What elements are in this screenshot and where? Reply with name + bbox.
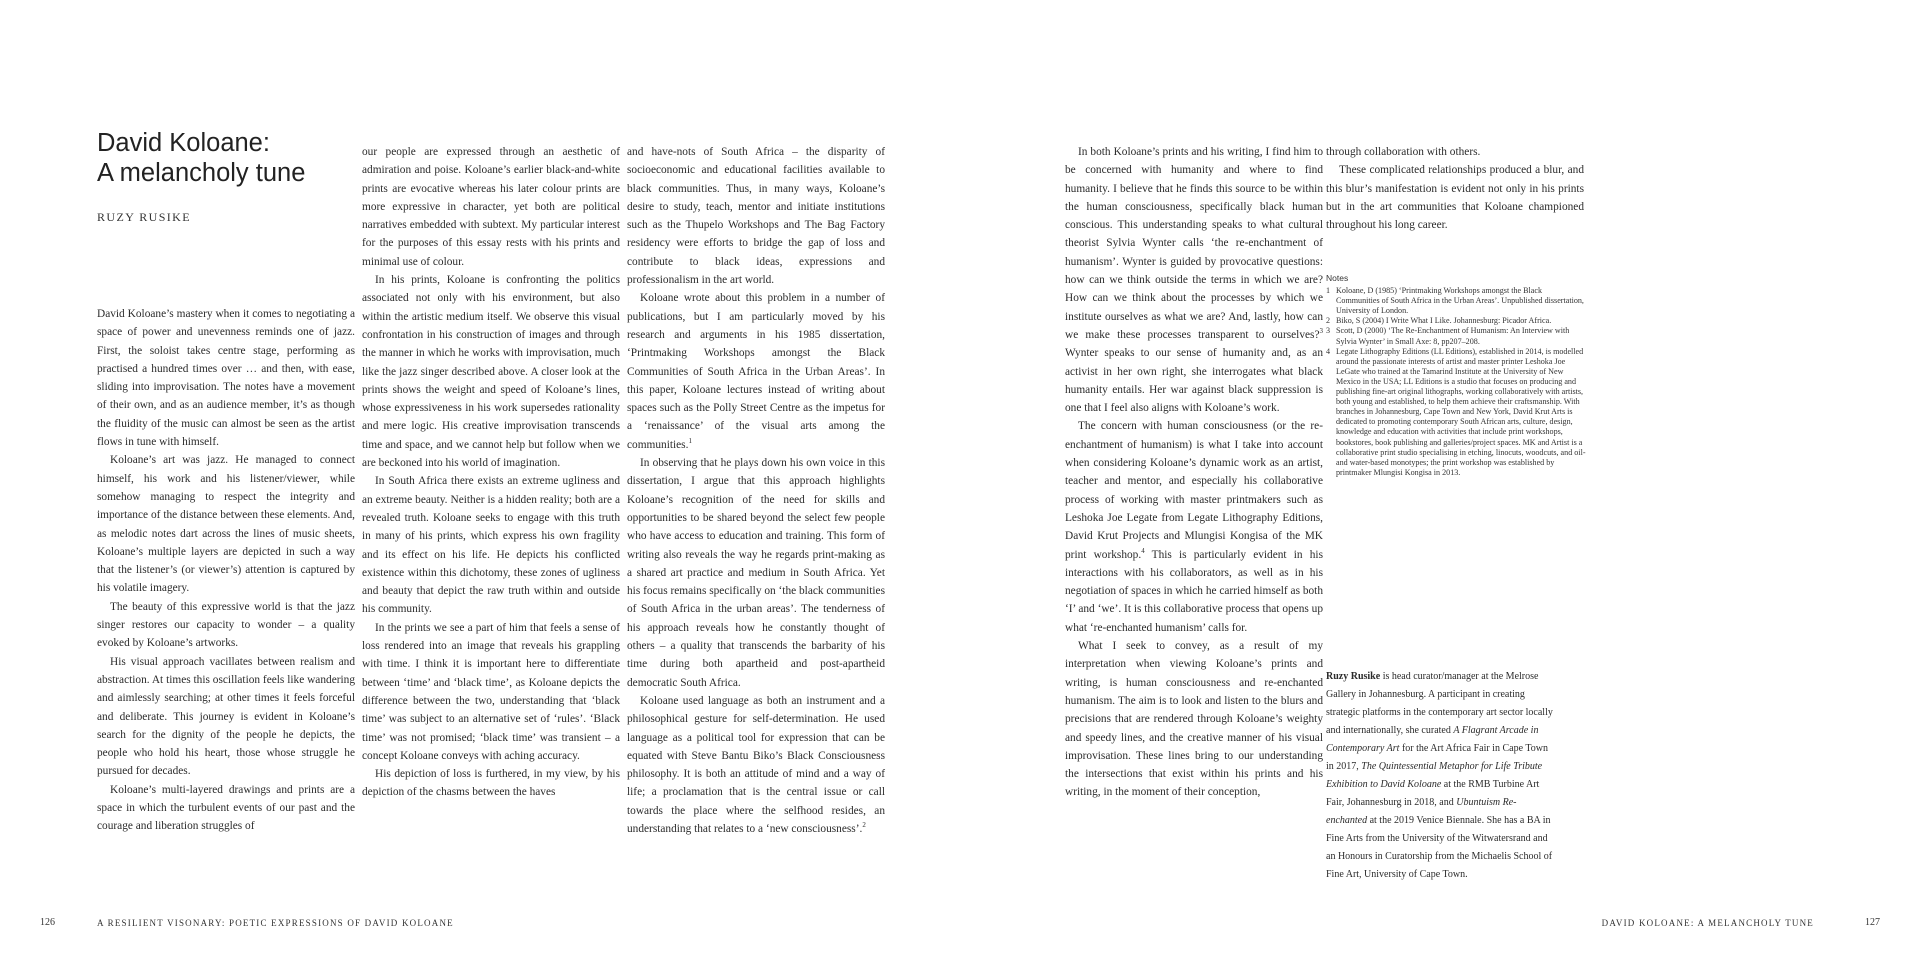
bio-text: at the RMB Turbine Art Fair, Johannesburg in 2018, and [1326,779,1540,808]
paragraph-text: Wynter speaks to our sense of humanity and, as an activist in her own right, she interrogates what black humanity entails. Her war against black suppression is one that I feel also aligns with Koloane’s work. [1065,347,1323,415]
footnote-ref-2[interactable]: 2 [862,821,866,830]
paragraph: Koloane’s multi-layered drawings and prints are a space in which the turbulent events of our past and the courage and liberation struggles of [97,783,355,833]
column-4 [1065,143,1323,802]
column-5 [1326,143,1584,234]
note-text: Biko, S (2004) I Write What I Like. Johannesburg: Picador Africa. [1336,316,1552,326]
bio-exhibition: Ubuntuism Re-enchanted [1326,797,1517,826]
paragraph: In his prints, Koloane is confronting the politics associated not only with his environment, but also within the artistic medium itself. We observe this visual confrontation in his construction of images and through the manner in which he works with improvisation, much like the jazz singer described above. A closer look at the prints shows the weight and speed of Koloane’s lines, whose expressiveness in his work supersedes rationality and mere logic. His creative improvisation transcends time and space, and we cannot help but follow when we are beckoned into his world of imagination. [362,274,620,470]
paragraph: our people are expressed through an aesthetic of admiration and poise. Koloane’s earlier black-and-white prints are evocative whereas his later colour prints are more expressive in character, yet both are political narratives embedded with subtext. My particular interest for the purposes of this essay rests with his prints and minimal use of colour. [362,146,620,268]
running-head-left: A RESILIENT VISONARY: POETIC EXPRESSIONS OF DAVID KOLOANE [97,918,454,928]
note-number: 1 [1326,286,1331,296]
paragraph: through collaboration with others. [1326,146,1481,158]
bio-exhibition: The Quintessential Metaphor for Life Tribute Exhibition to David Koloane [1326,761,1543,790]
column-3 [627,143,885,838]
bio-text: for the Art Africa Fair in Cape Town in 2017, [1326,743,1548,772]
paragraph [1065,143,1323,417]
running-head-right: DAVID KOLOANE: A MELANCHOLY TUNE [1601,918,1814,928]
paragraph: His visual approach vacillates between realism and abstraction. At times this oscillation feels like wandering and aimlessly searching; at other times it feels forceful and deliberate. This journey is evident in Koloane’s search for the dignity of the people he depicts, the people who hold his heart, those whose struggle he pursued for decades. [97,655,355,778]
paragraph-text: This is particularly evident in his interactions with his collaborators, as well as in his negotiation of spaces in which he carried himself as both ‘I’ and ‘we’. It is this collaborative process that opens up what ‘re-enchanted humanism’ calls for. [1065,548,1323,634]
note-item [1326,316,1586,326]
paragraph [627,289,885,454]
paragraph: In the prints we see a part of him that feels a sense of loss rendered into an image that reveals his grappling with time. I think it is important here to differentiate between ‘time’ and ‘black time’, as Koloane depicts the difference between the two, understanding that ‘black time’ was subject to an alternative set of ‘rules’. ‘Black time’ was not promised; ‘black time’ was transient – a concept Koloane conveys with aching accuracy. [362,621,620,762]
note-text: Legate Lithography Editions (LL Editions), established in 2014, is modelled around the passionate interests of artist and master printer Leshoka Joe LeGate who trained at the Tamarind Institute at the University of New Mexico in the USA; LL Editions is a studio that focuses on producing and publishing fine-art original lithographs, working collaboratively with artists, both young and established, to help them achieve their craftsmanship. With branches in Johannesburg, Cape Town and New York, David Krut Arts is dedicated to promoting contemporary South African arts, culture, design, knowledge and education with activities that include print workshops, bookstores, book publishing and galleries/project spaces. MK and Artist is a collaborative print studio specialising in etching, linocuts, woodcuts, and oil- and water-based monotypes; the print workshop was established by printmaker Mlungisi Kongisa in 2013. [1336,346,1586,477]
note-text: Koloane, D (1985) ‘Printmaking Workshops amongst the Black Communities of South Africa in the Urban Areas’. Unpublished dissertation, University of London. [1336,286,1584,316]
paragraph-text: Koloane used language as both an instrument and a philosophical gesture for self-determination. He used language as a political tool for expression that can be equated with Steve Bantu Biko’s Black Consciousness philosophy. It is both an attitude of mind and a way of life; a proclamation that is the central issue or call towards the place where the selfhood resides, an understanding that relates to a ‘new consciousness’. [627,694,885,835]
footnote-ref-3[interactable]: 3 [1319,327,1323,336]
bio-name: Ruzy Rusike [1326,671,1381,682]
note-item [1326,326,1586,346]
page-number-right: 127 [1865,917,1880,928]
paragraph: What I seek to convey, as a result of my interpretation when viewing Koloane’s prints and writing, is human consciousness and re-enchanted humanism. The aim is to look and listen to the blurs and precisions that are rendered through Koloane’s weighty and speedy lines, and the creative manner of his visual improvisation. These lines bring to our understanding the intersections that exist within his prints and his writing, in the moment of their conception, [1065,640,1323,799]
note-number: 4 [1326,346,1331,356]
footnote-ref-4[interactable]: 4 [1141,546,1145,555]
paragraph: and have-nots of South Africa – the disparity of socioeconomic and educational facilities available to black communities. Thus, in many ways, Koloane’s desire to study, teach, mentor and initiate institutions such as the Thupelo Workshops and The Bag Factory residency were efforts to bridge the gap of loss and contribute to black ideas, expressions and professionalism in the art world. [627,146,885,287]
paragraph: David Koloane’s mastery when it comes to negotiating a space of power and unevenness reminds one of jazz. First, the soloist takes centre stage, performing as practised a hundred times over … and then, with ease, sliding into improvisation. The notes have a movement of their own, and as an audience member, it’s as though the fluidity of the music can almost be seen as the artist flows in tune with himself. [97,308,355,449]
paragraph-text: In both Koloane’s prints and his writing, I find him to be concerned with humanity and where to find humanity. I believe that he finds this source to be within the human consciousness, specifically black human conscious. This understanding speaks to what cultural theorist Sylvia Wynter calls ‘the re-enchantment of humanism’. Wynter is guided by provocative questions: how can we think outside the terms in which we are? How can we think about the processes by which we institute ourselves as what we are? And, lastly, how can we make these processes transparent to ourselves? [1065,146,1323,341]
article-title-line1: David Koloane: [97,129,270,157]
article-title-line2: A melancholy tune [97,159,306,187]
bio-text: is head curator/manager at the Melrose Gallery in Johannesburg. A participant in creating strategic platforms in the contemporary art sector locally and internationally, she curated [1326,671,1553,736]
note-number: 2 [1326,316,1331,326]
note-text: Scott, D (2000) ‘The Re-Enchantment of Humanism: An Interview with Sylvia Wynter’ in Small Axe: 8, pp207–208. [1336,326,1570,346]
paragraph: Koloane’s art was jazz. He managed to connect himself, his work and his listener/viewer, while somehow managing to respect the integrity and importance of the distance between these elements. And, as melodic notes dart across the lines of music sheets, Koloane’s multiple layers are depicted in such a way that the listener’s (or viewer’s) attention is captured by his volatile imagery. [97,454,355,595]
paragraph: In observing that he plays down his own voice in this dissertation, I argue that this approach highlights Koloane’s recognition of the need for skills and opportunities to be shared beyond the select few people who have access to education and training. This form of writing also reveals the way he regards print-making as a shared art practice and medium in South Africa. Yet his focus remains specifically on ‘the black communities of South Africa in the urban areas’. The tenderness of his approach reveals how he constantly thought of others – a quality that transcends the barbarity of his time during both apartheid and post-apartheid democratic South Africa. [627,457,885,689]
author-bio [1326,668,1556,884]
paragraph: His depiction of loss is furthered, in my view, by his depiction of the chasms between the haves [362,768,620,799]
paragraph [1065,417,1323,637]
right-page [960,0,1920,960]
paragraph-text: Koloane wrote about this problem in a number of publications, but I am particularly moved by his research and arguments in his 1985 dissertation, ‘Printmaking Workshops amongst the Black Communities of South Africa in the Urban Areas’. In this paper, Koloane lectures instead of writing about spaces such as the Polly Street Centre as the impetus for a ‘renaissance’ of the visual arts among the communities. [627,292,885,451]
note-item [1326,286,1586,316]
note-item [1326,347,1586,478]
footnote-ref-1[interactable]: 1 [688,436,692,445]
author-byline: RUZY RUSIKE [97,210,191,224]
column-1 [97,305,355,836]
paragraph: These complicated relationships produced a blur, and this blur’s manifestation is evident not only in his prints but in the art communities that Koloane championed throughout his long career. [1326,164,1584,232]
paragraph [627,692,885,838]
column-2 [362,143,620,802]
bio-exhibition: A Flagrant Arcade in Contemporary Art [1326,725,1539,754]
bio-text: at the 2019 Venice Biennale. She has a BA in Fine Arts from the University of the Witwatersrand and an Honours in Curatorship from the Michaelis School of Fine Art, University of Cape Town. [1326,815,1553,880]
endnotes [1326,273,1586,478]
paragraph: In South Africa there exists an extreme ugliness and an extreme beauty. Neither is a hidden reality; both are a revealed truth. Koloane seeks to engage with this truth in many of his prints, which express his own fragility and its effect on his life. He depicts his conflicted existence within this dichotomy, these zones of ugliness and beauty that depict the raw truth within and outside his community. [362,475,620,616]
paragraph: The beauty of this expressive world is that the jazz singer restores our capacity to wonder – a quality evoked by Koloane’s artworks. [97,600,355,650]
article-title [97,128,337,188]
page-number-left: 126 [40,917,55,928]
paragraph-text: The concern with human consciousness (or the re-enchantment of humanism) is what I take into account when considering Koloane’s dynamic work as an artist, teacher and mentor, and especially his collaborative process of working with master printmakers such as Leshoka Joe Legate from Legate Lithography Editions, David Krut Projects and Mlungisi Kongisa of the MK print workshop. [1065,420,1323,561]
notes-heading: Notes [1326,273,1349,283]
note-number: 3 [1326,326,1331,336]
